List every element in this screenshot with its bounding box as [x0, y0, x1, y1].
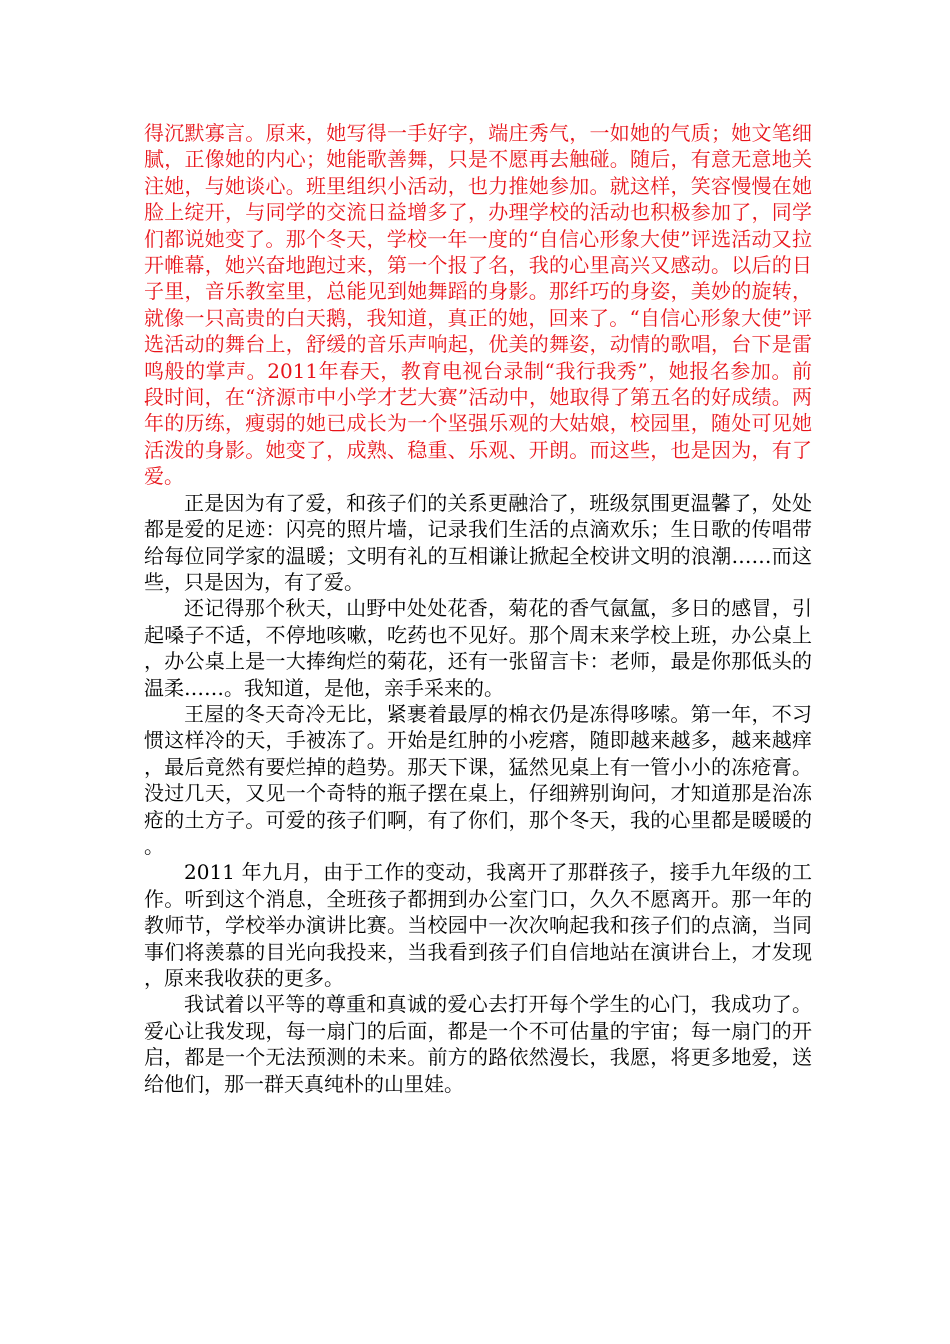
paragraph-job-change: 2011 年九月，由于工作的变动，我离开了那群孩子，接手九年级的工作。听到这个消息，全班孩子都拥到办公室门口，久久不愿离开。那一年的教师节，学校举办演讲比赛。当校园中一次次响起我和孩子们的点滴，当同事们将羡慕的目光向我投来，当我看到孩子们自信地站在演讲台上，才发现，原来我收获的更多。: [144, 860, 812, 990]
document-page: [144, 120, 812, 1097]
paragraph-winter-frostbite: 王屋的冬天奇冷无比，紧裹着最厚的棉衣仍是冻得哆嗦。第一年，不习惯这样冷的天，手被冻了。开始是红肿的小疙瘩，随即越来越多，越来越痒，最后竟然有要烂掉的趋势。那天下课，猛然见桌上有一管小小的冻疮膏。没过几天，又见一个奇特的瓶子摆在桌上，仔细辨别询问，才知道那是治冻疮的土方子。可爱的孩子们啊，有了你们，那个冬天，我的心里都是暖暖的。: [144, 701, 812, 858]
paragraph-red-story: 得沉默寡言。原来，她写得一手好字，端庄秀气，一如她的气质；她文笔细腻，正像她的内心；她能歌善舞，只是不愿再去触碰。随后，有意无意地关注她，与她谈心。班里组织小活动，也力推她参加。就这样，笑容慢慢在她脸上绽开，与同学的交流日益增多了，办理学校的活动也积极参加了，同学们都说她变了。那个冬天，学校一年一度的“自信心形象大使”评选活动又拉开帷幕，她兴奋地跑过来，第一个报了名，我的心里高兴又感动。以后的日子里，音乐教室里，总能见到她舞蹈的身影。那纤巧的身姿，美妙的旋转，就像一只高贵的白天鹅，我知道，真正的她，回来了。“自信心形象大使”评选活动的舞台上，舒缓的音乐声响起，优美的舞姿，动情的歌唱，台下是雷鸣般的掌声。2011年春天，教育电视台录制“我行我秀”，她报名参加。前段时间，在“济源市中小学才艺大赛”活动中，她取得了第五名的好成绩。两年的历练，瘦弱的她已成长为一个坚强乐观的大姑娘，校园里，随处可见她活泼的身影。她变了，成熟、稳重、乐观、开朗。而这些，也是因为，有了爱。: [144, 121, 812, 489]
paragraph-love-footprints: 正是因为有了爱，和孩子们的关系更融洽了，班级氛围更温馨了，处处都是爱的足迹：闪亮的照片墙，记录我们生活的点滴欢乐；生日歌的传唱带给每位同学家的温暖；文明有礼的互相谦让掀起全校讲文明的浪潮……而这些，只是因为，有了爱。: [144, 490, 812, 594]
paragraph-autumn-chrysanthemum: 还记得那个秋天，山野中处处花香，菊花的香气氤氲，多日的感冒，引起嗓子不适，不停地咳嗽，吃药也不见好。那个周末来学校上班，办公桌上，办公桌上是一大捧绚烂的菊花，还有一张留言卡：老师，最是你那低头的温柔……。我知道，是他，亲手采来的。: [144, 596, 812, 700]
paragraph-conclusion: 我试着以平等的尊重和真诚的爱心去打开每个学生的心门，我成功了。爱心让我发现，每一扇门的后面，都是一个不可估量的宇宙；每一扇门的开启，都是一个无法预测的未来。前方的路依然漫长，我愿，将更多地爱，送给他们，那一群天真纯朴的山里娃。: [144, 992, 812, 1096]
